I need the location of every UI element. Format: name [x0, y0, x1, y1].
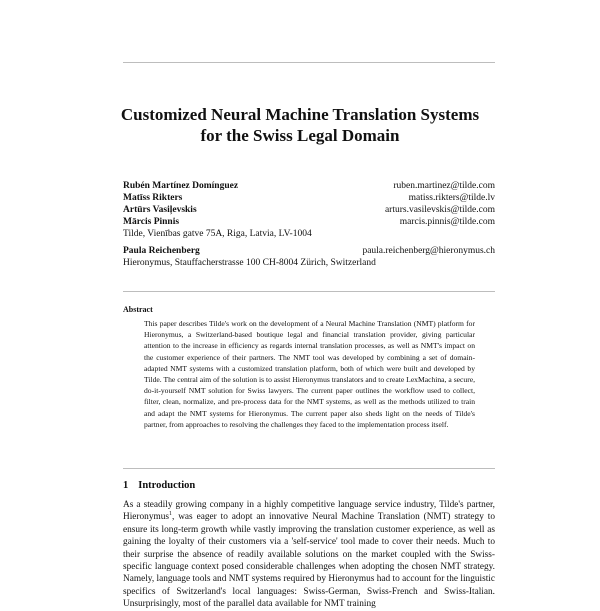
affiliation-tilde: Tilde, Vienības gatve 75A, Riga, Latvia, LV-1004: [123, 229, 312, 239]
author-name: Artūrs Vasiļevskis: [123, 205, 197, 215]
abstract-top-rule: [123, 291, 495, 292]
abstract-text: This paper describes Tilde's work on the development of a Neural Machine Translation (NMT) platform for Hieronymus, a Switzerland-based boutique legal and financial translation provider, giving particular attention to the increase in efficiency as regards internal translation processes, as well as NMT's impact on the customer experience of their partners. The NMT tool was developed by combining a set of domain-adapted NMT systems with a customized translation platform, both of which were built and developed by Tilde. The central aim of the solution is to assist Hieronymus translators and to create LexMachina, a secure, do-it-yourself NMT solution for Swiss lawyers. The current paper outlines the workflow used to collect, filter, clean, normalize, and pre-process data for the NMT systems, as well as the methods utilized to train and adapt the NMT systems for Hieronymus. The current paper also sheds light on the needs of Tilde's partner, from approaches to resolving the challenges they faced to the implementation process itself.: [144, 319, 475, 429]
author-row-2: [123, 192, 495, 204]
section-number: 1: [123, 480, 129, 491]
title-line-2: for the Swiss Legal Domain: [200, 126, 400, 145]
author-name: Paula Reichenberg: [123, 246, 200, 256]
author-email: matiss.rikters@tilde.lv: [408, 193, 495, 203]
author-name: Mārcis Pinnis: [123, 217, 180, 227]
abstract-heading: Abstract: [123, 305, 153, 314]
author-row-5: [123, 245, 495, 257]
section-title: Introduction: [138, 480, 196, 491]
author-row-4: [123, 216, 495, 228]
top-rule: [123, 62, 495, 63]
abstract-bottom-rule: [123, 468, 495, 469]
affiliation-hieronymus: Hieronymus, Stauffacherstrasse 100 CH-8004 Zürich, Switzerland: [123, 258, 376, 268]
author-name: Matīss Rikters: [123, 193, 183, 203]
author-row-1: [123, 180, 495, 192]
title-line-1: Customized Neural Machine Translation Systems: [120, 105, 480, 124]
author-email: ruben.martinez@tilde.com: [393, 181, 495, 191]
author-email: paula.reichenberg@hieronymus.ch: [362, 246, 495, 256]
introduction-text: [123, 499, 495, 611]
author-name: Rubén Martínez Domínguez: [123, 181, 239, 191]
author-email: arturs.vasilevskis@tilde.com: [384, 205, 495, 215]
author-row-3: [123, 204, 495, 216]
intro-text-part-1: As a steadily growing company in a highly competitive language service industry, Tilde's partner, Hieronymus: [123, 500, 495, 523]
intro-text-part-2: , was eager to adopt an innovative Neural Machine Translation (NMT) strategy to ensure its long-term growth while vastly improving the translation customer experience, as well as gaining the loyalty of their customers via a 'self-service' tool made to cover their needs. Much to their surprise the absence of readily available solutions on the market coupled with the Swiss-specific language context posed considerable challenges when adopting the chosen NMT strategy. Namely, language tools and NMT systems required by Hieronymus had to account for the linguistic specifics of Switzerland's local languages: Swiss-German, Swiss-French and Swiss-Italian. Unsurprisingly, most of the parallel data available for NMT training: [123, 512, 495, 610]
paper-title: [0, 104, 600, 146]
section-heading: [123, 480, 195, 491]
footnote-mark: 1: [168, 511, 172, 518]
author-email: marcis.pinnis@tilde.com: [399, 217, 495, 227]
